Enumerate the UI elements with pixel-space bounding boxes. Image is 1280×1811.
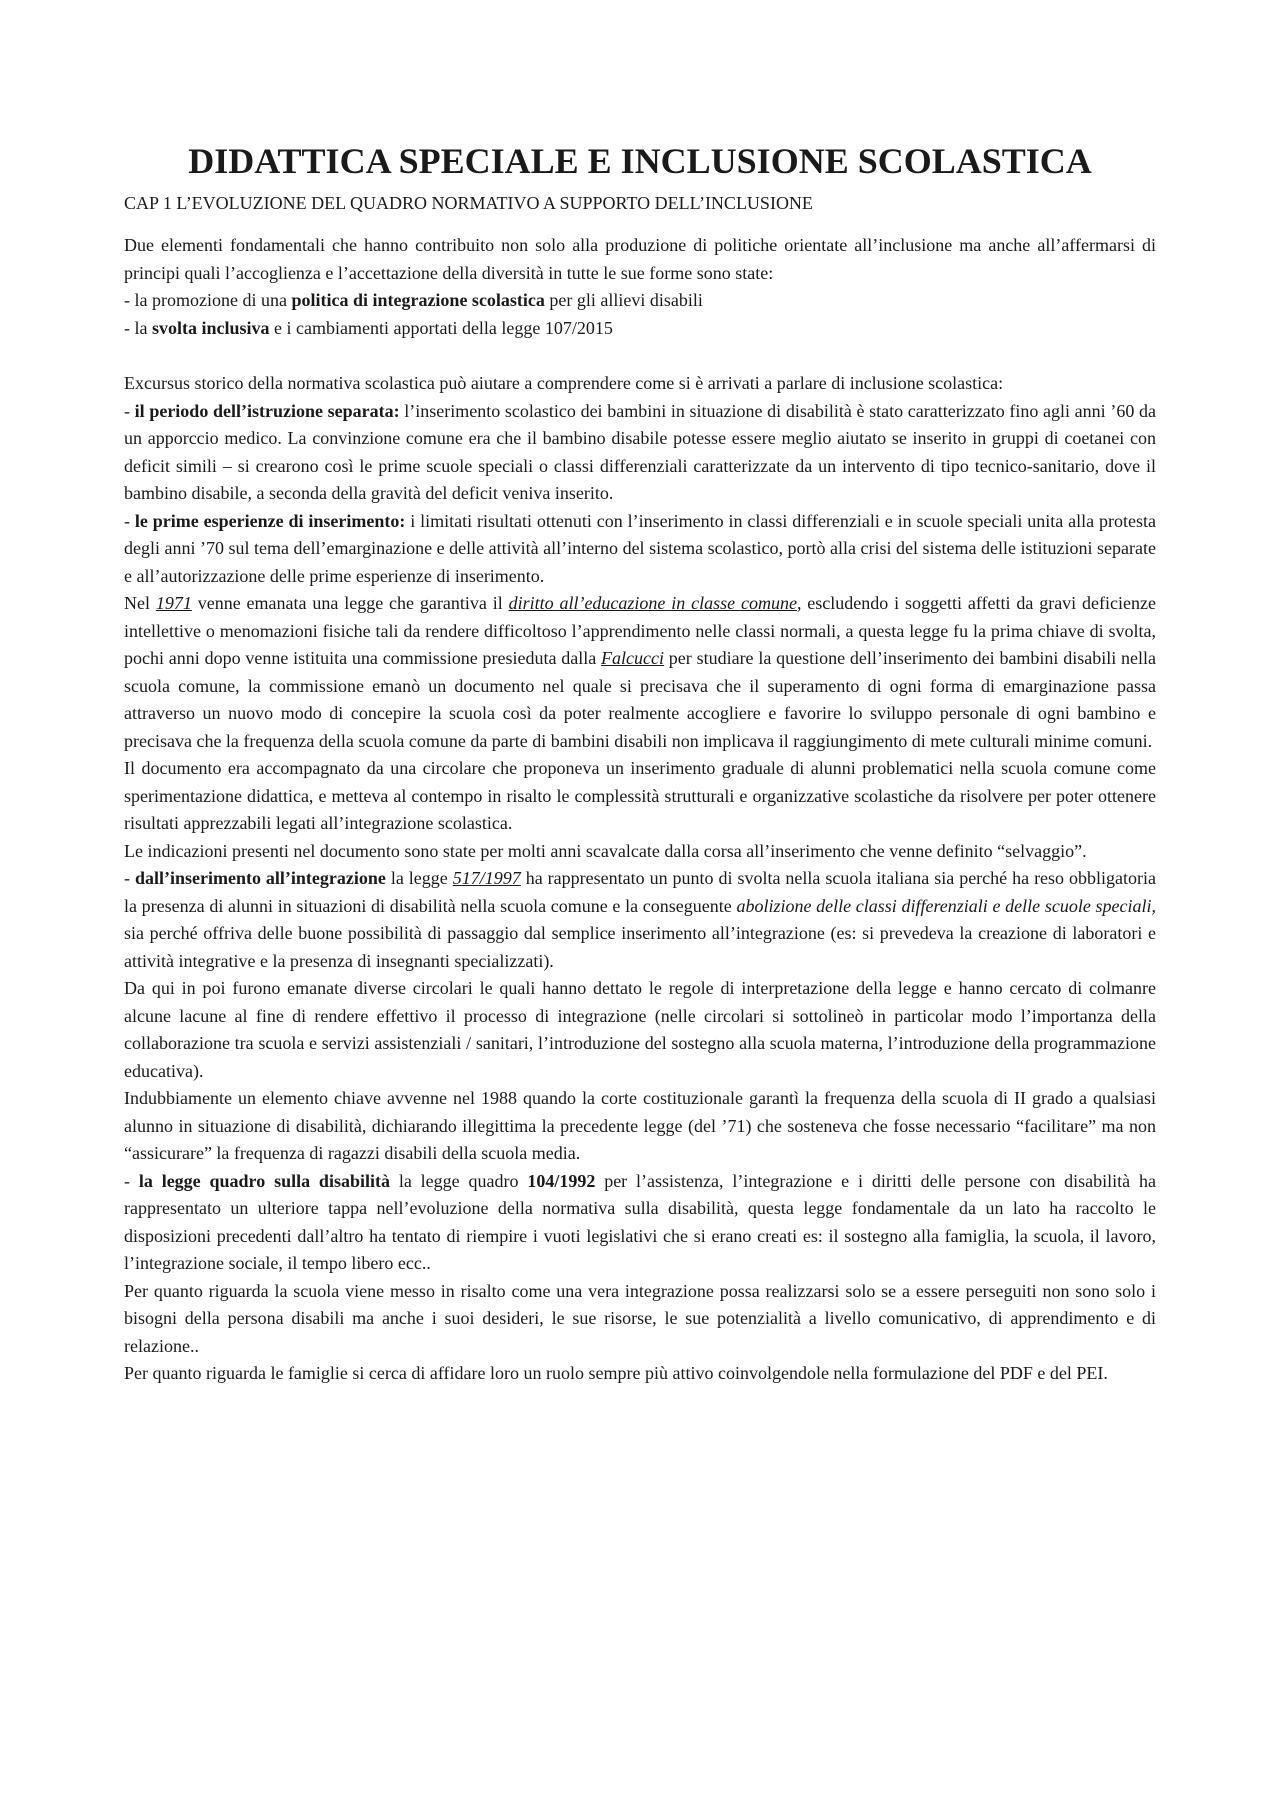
right-to-education: diritto all’educazione in classe comune (508, 593, 797, 613)
intro-text: Due elementi fondamentali che hanno contribuito non solo alla produzione di politiche orientate all’inclusione ma anche all’affermarsi di principi quali l’accoglienza e l’accettazione della diversità in tutte le sue forme sono state: (124, 235, 1156, 283)
families-paragraph: Per quanto riguarda le famiglie si cerca di affidare loro un ruolo sempre più attivo coinvolgendole nella formulazione del PDF e del PEI. (124, 1363, 1108, 1383)
law-517: 517/1997 (452, 868, 521, 888)
period-integration-paragraph: - dall’inserimento all’integrazione la legge 517/1997 ha rappresentato un punto di svolta nella scuola italiana sia perché ha reso obbligatoria la presenza di alunni in situazioni di disabilità nella scuola comune e la conseguente abolizione delle classi differenziali e delle scuole speciali, sia perché offriva delle buone possibilità di passaggio dal semplice inserimento all’integrazione (es: si prevedeva la creazione di laboratori e attività integrative e la presenza di insegnanti specializzati). (124, 868, 1156, 971)
indicazioni-paragraph: Le indicazioni presenti nel documento sono state per molti anni scavalcate dalla corsa all’inserimento che venne definito “selvaggio”. (124, 840, 1087, 861)
excursus-paragraph: Excursus storico della normativa scolastica può aiutare a comprendere come si è arrivati a parlare di inclusione scolastica: (124, 373, 1004, 393)
circolare-paragraph: Il documento era accompagnato da una circolare che proponeva un inserimento graduale di alunni problematici nella scuola comune come sperimentazione didattica, e metteva al contempo in risalto le complessità strutturali e organizzative scolastiche da risolvere per poter ottenere risultati apprezzabili legati all’integrazione scolastica. (124, 758, 1156, 833)
document-page (124, 141, 1157, 1388)
page-title: DIDATTICA SPECIALE E INCLUSIONE SCOLASTICA (188, 141, 1092, 181)
chapter-heading: CAP 1 L’EVOLUZIONE DEL QUADRO NORMATIVO A SUPPORTO DELL’INCLUSIONE (124, 193, 813, 213)
year-1971: 1971 (155, 593, 192, 613)
school-paragraph: Per quanto riguarda la scuola viene messo in risalto come una vera integrazione possa realizzarsi solo se a essere perseguiti non sono solo i bisogni della persona disabili ma anche i suoi desideri, le sue risorse, le sue potenzialità a livello comunicativo, di apprendimento e di relazione.. (124, 1280, 1156, 1356)
law-1971-paragraph: Nel 1971 venne emanata una legge che garantiva il diritto all’educazione in classe comune, escludendo i soggetti affetti da gravi deficienze intellettive o menomazioni fisiche tali da rendere difficoltoso l’apprendimento nelle classi normali, a questa legge fu la prima chiave di svolta, pochi anni dopo venne istituita una commissione presieduta dalla Falcucci per studiare la questione dell’inserimento dei bambini disabili nella scuola comune, la commissione emanò un documento nel quale si precisava che il superamento di ogni forma di emarginazione passa attraverso un nuovo modo di concepire la scuola così da poter realmente accogliere e favorire lo sviluppo personale di ogni bambino e precisava che la frequenza della scuola comune da parte di bambini disabili non implicava il raggiungimento di mete culturali minime comuni. (124, 593, 1156, 751)
list-item: - la svolta inclusiva e i cambiamenti apportati della legge 107/2015 (124, 317, 613, 338)
falcucci-name: Falcucci (601, 648, 664, 668)
law-104-paragraph: - la legge quadro sulla disabilità la legge quadro 104/1992 per l’assistenza, l’integrazione e i diritti delle persone con disabilità ha rappresentato un ulteriore tappa nell’evoluzione della normativa sulla disabilità, questa legge fondamentale da un lato ha raccolto le disposizioni precedenti dall’altro ha tentato di riempire i vuoti legislativi che si erano creati es: il sostegno alla famiglia, la scuola, il lavoro, l’integrazione sociale, il tempo libero ecc.. (124, 1170, 1157, 1273)
abolition-italic: abolizione delle classi differenziali e delle scuole speciali, (736, 895, 1156, 916)
list-item: - la promozione di una politica di integrazione scolastica per gli allievi disabili (124, 290, 703, 310)
period-first-experiences-paragraph: - le prime esperienze di inserimento: i limitati risultati ottenuti con l’inserimento in classi differenziali e in scuole speciali unita alla protesta degli anni ’70 sul tema dell’emarginazione e delle attività all’interno del sistema scolastico, portò alla crisi del sistema delle istituzioni separate e all’autorizzazione delle prime esperienze di inserimento. (124, 510, 1157, 586)
period-separate-paragraph: - il periodo dell’istruzione separata: l’inserimento scolastico dei bambini in situazione di disabilità è stato caratterizzato fino agli anni ’60 da un apporccio medico. La convinzione comune era che il bambino disabile potesse essere meglio aiutato se inserito in gruppi di coetanei con deficit simili – si crearono così le prime scuole speciali o classi differenziali caratterizzate da un intervento di tipo tecnico-sanitario, dove il bambino disabile, a seconda della gravità del deficit veniva inserito. (124, 400, 1156, 503)
intro-paragraph (124, 232, 1156, 342)
circolari-paragraph: Da qui in poi furono emanate diverse circolari le quali hanno dettato le regole di interpretazione della legge e hanno cercato di colmanre alcune lacune al fine di rendere effettivo il processo di integrazione (nelle circolari si sottolineò in particolar modo l’importanza della collaborazione tra scuola e servizi assistenziali / sanitari, l’introduzione del sostegno alla scuola materna, l’introduzione della programmazione educativa). (124, 978, 1156, 1081)
year-1988-paragraph: Indubbiamente un elemento chiave avvenne nel 1988 quando la corte costituzionale garantì la frequenza della scuola di II grado a qualsiasi alunno in situazione di disabilità, dichiarando illegittima la precedente legge (del ’71) che sosteneva che fosse necessario “facilitare” ma non “assicurare” la frequenza di ragazzi disabili della scuola media. (124, 1088, 1156, 1163)
law-104: 104/1992 (527, 1170, 596, 1191)
